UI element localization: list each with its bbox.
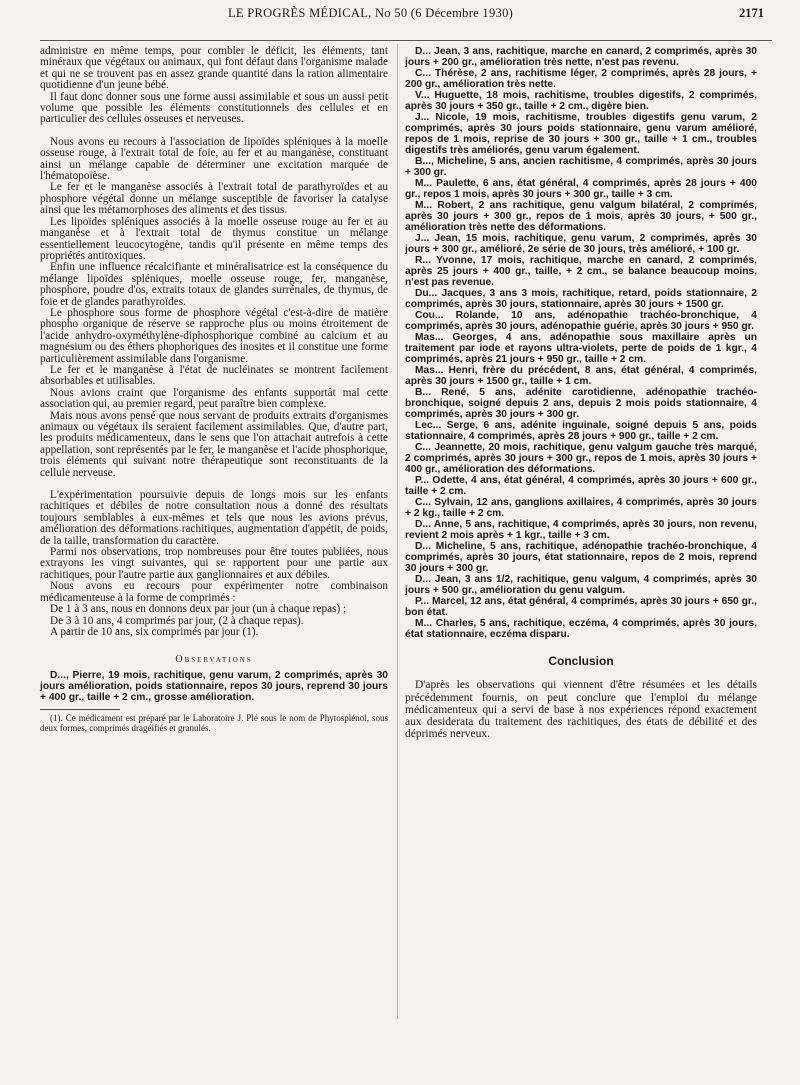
observation-entry: D... Micheline, 5 ans, rachitique, adénopathie trachéo-bronchique, 4 comprimés, après 30 jours, état stationnaire, repos de 2 mois, reprend 30 jours + 300 gr.	[405, 541, 757, 574]
header-rule	[40, 40, 772, 41]
observation-entry: C... Sylvain, 12 ans, ganglions axillaires, 4 comprimés, après 30 jours + 2 kg., taille + 2 cm.	[405, 497, 757, 519]
paragraph: De 1 à 3 ans, nous en donnons deux par jour (un à chaque repas) ;	[50, 603, 347, 616]
observation-entry: B..., Micheline, 5 ans, ancien rachitisme, 4 comprimés, après 30 jours + 300 gr.	[405, 156, 757, 178]
paragraph: Mais nous avons pensé que nous servant de produits extraits d'organismes animaux ou végétaux ils seraient facilement assimilables. Que, d'autre part, les produits médicamenteux, dans le sens que l'on attachait autrefois à cette appellation, sont représentés par le fer, le manganèse et l'acide phosphorique, trois éléments qui suivant notre thérapeutique sont reconstituants de la cellule nerveuse.	[40, 409, 388, 479]
observations-list	[405, 46, 757, 640]
paragraph: Nous avons eu recours à l'association de lipoïdes spléniques à la moelle osseuse rouge, à l'extrait total de foie, au fer et au manganèse, constituant ainsi un mélange capable de déterminer une excitation marquée de l'hématopoïèse.	[40, 135, 388, 183]
paragraph: Le fer et le manganèse à l'état de nucléinates se montrent facilement absorbables et utilisables.	[40, 363, 388, 388]
observation-entry: V... Huguette, 18 mois, rachitisme, troubles digestifs, 2 comprimés, après 30 jours + 350 gr., taille + 2 cm., digère bien.	[405, 90, 757, 112]
paragraph: administre en même temps, pour combler le déficit, les éléments, tant minéraux que végétaux ou animaux, qui font défaut dans l'organisme malade et qui ne se trouvent pas en assez grande quantité dans la ration alimentaire quotidienne d'un jeune bébé.	[40, 45, 388, 92]
observation-entry: D... Anne, 5 ans, rachitique, 4 comprimés, après 30 jours, non revenu, revient 2 mois après + 1 kgr., taille + 3 cm.	[405, 519, 757, 541]
paragraph: Nous avons eu recours pour expérimenter notre combinaison médicamenteuse à la forme de comprimés :	[40, 580, 388, 604]
observation-entry: P... Odette, 4 ans, état général, 4 comprimés, après 30 jours + 600 gr., taille + 2 cm.	[405, 475, 757, 497]
page-header	[0, 2, 800, 24]
left-column	[40, 46, 388, 733]
page-number: 2171	[739, 6, 764, 20]
conclusion-text: D'après les observations qui viennent d'être résumées et les détails précédemment fournis, on peut conclure que l'emploi du mélange médicamenteux qui a servi de base à nos expériences répond exactement aux desiderata du traitement des rachitiques, des états de débilité et des déprimés nerveux.	[405, 679, 757, 741]
observation-entry: Du... Jacques, 3 ans 3 mois, rachitique, retard, poids stationnaire, 2 comprimés, après 30 jours, stationnaire, après 30 jours + 1500 gr.	[405, 288, 757, 310]
observation-entry: Mas... Henri, frère du précédent, 8 ans, état général, 4 comprimés, après 30 jours + 1500 gr., taille + 1 cm.	[405, 365, 757, 387]
observations-heading: Observations	[175, 654, 253, 666]
paragraph: A partir de 10 ans, six comprimés par jour (1).	[50, 625, 259, 638]
observation-entry: M... Charles, 5 ans, rachitique, eczéma, 4 comprimés, après 30 jours, état stationnaire, eczéma disparu.	[405, 618, 757, 640]
observation-entry: D... Jean, 3 ans 1/2, rachitique, genu valgum, 4 comprimés, après 30 jours + 500 gr., amélioration du genu valgum.	[405, 574, 757, 596]
paragraph: Il faut donc donner sous une forme aussi assimilable et sous un aussi petit volume que possible les éléments constitutionnels des cellules et en particulier des cellules osseuses et nerveuses.	[40, 90, 388, 126]
observation-entry: J... Nicole, 19 mois, rachitisme, troubles digestifs genu varum, 2 comprimés, après 30 jours poids stationnaire, genu varum amélioré, repos de 1 mois, reprise de 30 jours + 300 gr., taille + 1 cm., troubles digestifs très améliorés, genu varum également.	[405, 112, 757, 156]
observation-entry: D... Jean, 3 ans, rachitique, marche en canard, 2 comprimés, après 30 jours + 200 gr., amélioration très nette, n'est pas revenu.	[405, 46, 757, 68]
observation-entry: Mas... Georges, 4 ans, adénopathie sous maxillaire après un traitement par iode et rayons ultra-violets, perte de poids de 1 kgr., 4 comprimés, après 21 jours + 950 gr., taille + 2 cm.	[405, 332, 757, 365]
paragraph: Les lipoïdes spléniques associés à la moelle osseuse rouge au fer et au manganèse et à l'extrait total de thymus constitue un mélange essentiellement leucocytogène, tandis qu'il présente en même temps des propriétés antitoxiques.	[40, 215, 388, 262]
observation-entry: Cou... Rolande, 10 ans, adénopathie trachéo-bronchique, 4 comprimés, après 30 jours, adénopathie guérie, après 30 jours + 950 gr.	[405, 310, 757, 332]
footnote-rule	[40, 709, 120, 710]
paragraph: Le phosphore sous forme de phosphore végétal c'est-à-dire de matière phospho organique de réserve se rapproche plus ou moins étroitement de l'acide anhydro-oxyméthylène-diphosphorique combiné au calcium et au magnésium ou des éthers phophoriques des inosites et il constitue une forme particulièrement assimilable dans l'organisme.	[40, 306, 388, 365]
observation-entry: M... Robert, 2 ans rachitique, genu valgum bilatéral, 2 comprimés, après 30 jours + 300 gr., repos de 1 mois, après 30 jours, + 500 gr., amélioration très nette des déformations.	[405, 200, 757, 233]
paragraph: Parmi nos observations, trop nombreuses pour être toutes publiées, nous extrayons les vingt suivantes, qui se rapportent pour une partie aux rachitiques, pour l'autre partie aux ganglionnaires et aux débiles.	[40, 546, 388, 581]
paragraph: Le fer et le manganèse associés à l'extrait total de parathyroïdes et au phosphore végétal donne un mélange susceptible de favoriser la catalyse ainsi que les métamorphoses des aliments et des tissus.	[40, 181, 388, 217]
paragraph: L'expérimentation poursuivie depuis de longs mois sur les enfants rachitiques et débiles de notre consultation nous a donné des résultats toujours semblables à eux-mêmes et tels que nous les avions prévus, amélioration des déformations rachitiques, augmentation d'appétit, de poids, de la taille, transformation du caractère.	[40, 489, 388, 547]
observation-entry: C... Jeannette, 20 mois, rachitique, genu valgum gauche très marqué, 2 comprimés, après 30 jours + 300 gr., repos de 1 mois, après 30 jours + 400 gr., amélioration des déformations.	[405, 442, 757, 475]
observation-entry: J... Jean, 15 mois, rachitique, genu varum, 2 comprimés, après 30 jours + 300 gr., amélioré, 2e série de 30 jours, très amélioré, + 100 gr.	[405, 233, 757, 255]
paragraph: Nous avions craint que l'organisme des enfants supportât mal cette association qui, au premier regard, peut paraître bien complexe.	[40, 386, 388, 411]
paragraph: Enfin une influence récalcifiante et minéralisatrice est la conséquence du mélange lipoïdes spléniques, moelle osseuse rouge, fer, manganèse, phosphore, poudre d'os, extraits totaux de glandes surrénales, de thymus, de foie et de glandes parathyroïdes.	[40, 261, 388, 308]
right-column	[405, 46, 757, 740]
observation-entry: C... Thérèse, 2 ans, rachitisme léger, 2 comprimés, après 28 jours, + 200 gr., amélioration très nette.	[405, 68, 757, 90]
observation-entry: D..., Pierre, 19 mois, rachitique, genu varum, 2 comprimés, après 30 jours amélioration, poids stationnaire, repos 30 jours, reprend 30 jours + 400 gr., taille + 2 cm., grosse amélioration.	[40, 669, 388, 703]
observation-entry: Lec... Serge, 6 ans, adénite inguinale, soigné depuis 5 ans, poids stationnaire, 4 comprimés, après 28 jours + 900 gr., taille + 2 cm.	[405, 420, 757, 442]
observation-entry: M... Paulette, 6 ans, état général, 4 comprimés, après 28 jours + 400 gr., repos 1 mois, après 30 jours + 300 gr., taille + 3 cm.	[405, 178, 757, 200]
journal-title: LE PROGRÈS MÉDICAL, No 50 (6 Décembre 1930)	[228, 6, 514, 20]
footnote: (1). Ce médicament est préparé par le Laboratoire J. Plé sous le nom de Phytosplénol, sous deux formes, comprimés dragéifiés et granulés.	[40, 712, 388, 733]
observation-entry: B... René, 5 ans, adénite carotidienne, adénopathie trachéo-bronchique, soigné depuis 2 ans, depuis 2 mois poids stationnaire, 4 comprimés, après 30 jours + 300 gr.	[405, 387, 757, 420]
observation-entry: R... Yvonne, 17 mois, rachitique, marche en canard, 2 comprimés, après 25 jours + 400 gr., taille, + 2 cm., se balance beaucoup moins, n'est pas revenue.	[405, 255, 757, 288]
conclusion-heading: Conclusion	[548, 654, 614, 668]
paragraph: De 3 à 10 ans, 4 comprimés par jour, (2 à chaque repas).	[50, 614, 304, 627]
column-divider	[397, 44, 398, 1019]
observation-entry: P... Marcel, 12 ans, état général, 4 comprimés, après 30 jours + 650 gr., bon état.	[405, 596, 757, 618]
